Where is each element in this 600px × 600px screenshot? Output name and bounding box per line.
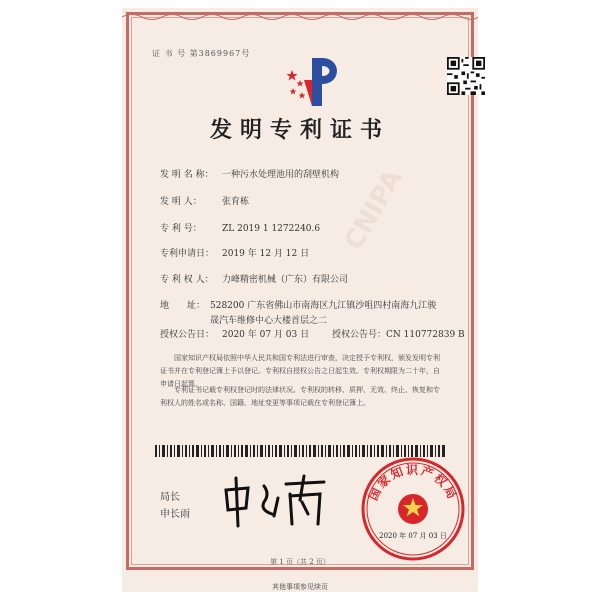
- field-label: 专 利 号：: [160, 224, 202, 234]
- field-label: 地 址：: [160, 301, 206, 311]
- seal-text: 国家知识产权局: [366, 463, 460, 503]
- field-application-date: [160, 246, 309, 259]
- field-invention-name: [160, 167, 339, 180]
- field-value: 一种污水处理池用的刮壁机构: [222, 170, 340, 180]
- field-patent-number: [160, 221, 320, 234]
- grant-paragraph: 国家知识产权局依照中华人民共和国专利法进行审查，决定授予专利权，颁发发明专利证书并在专利登记簿上予以登记。专利权自授权公告之日起生效。专利权期限为二十年，自申请日起算。: [160, 354, 440, 388]
- legal-status-paragraph: 专利证书记载专利权登记时的法律状况。专利权的转移、质押、无效、终止、恢复和专利权人的姓名或名称、国籍、地址变更等事项记载在专利登记簿上。: [160, 386, 440, 407]
- director-name: 申长雨: [160, 509, 190, 520]
- field-inventor: [160, 194, 249, 207]
- official-seal: [358, 454, 468, 564]
- field-value: 2019 年 12 月 12 日: [222, 249, 310, 259]
- field-label: 发 明 人：: [160, 197, 202, 207]
- footer-note: 其他事项参见续页: [272, 583, 328, 591]
- field-label: 专 利 权 人：: [160, 275, 214, 285]
- field-patentee: [160, 272, 348, 285]
- seal-date: 2020 年 07 月 03 日: [379, 532, 447, 540]
- field-label: 发 明 名 称：: [160, 170, 214, 180]
- certificate-title: 发明专利证书: [209, 117, 390, 143]
- cnipa-logo: [282, 50, 346, 114]
- top-ornament: [122, 12, 478, 22]
- field-value: 528200 广东省佛山市南海区九江镇沙咀四村南海九江骏: [210, 301, 437, 311]
- page-number: 第 1 页（共 2 页）: [270, 558, 330, 566]
- field-address: [160, 298, 436, 311]
- director-signature: [220, 470, 330, 530]
- field-value: ZL 2019 1 1272240.6: [222, 224, 321, 234]
- field-value: 力峰精密机械（广东）有限公司: [222, 275, 349, 285]
- field-value: 2020 年 07 月 03 日: [222, 330, 310, 340]
- cnipa-watermark: CNIPA: [338, 164, 409, 256]
- director-title: 局长: [160, 492, 180, 503]
- field-value: 张育栋: [222, 197, 250, 207]
- field-grant-pub-number: [332, 327, 465, 340]
- field-value: CN 110772839 B: [386, 330, 465, 340]
- address-line-2: 晟汽车维修中心大楼首层之二: [210, 316, 328, 326]
- field-label: 授权公告号：: [332, 330, 387, 340]
- field-label: 专利申请日：: [160, 249, 215, 259]
- certificate-number: 证 书 号 第3869967号: [152, 49, 251, 58]
- qr-code: [447, 57, 485, 95]
- field-grant-date: [160, 327, 309, 340]
- field-label: 授权公告日：: [160, 330, 215, 340]
